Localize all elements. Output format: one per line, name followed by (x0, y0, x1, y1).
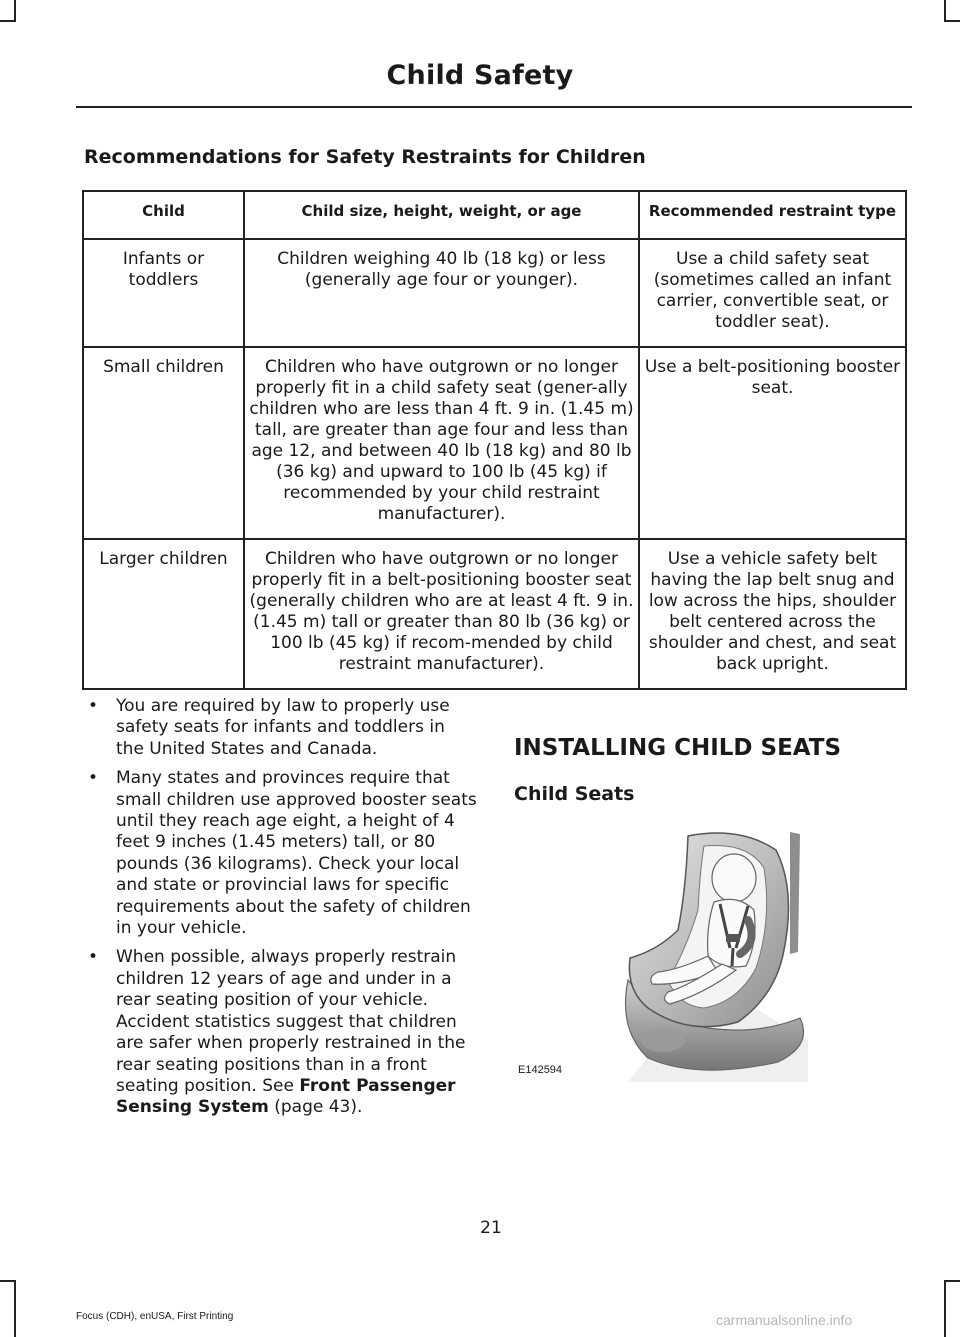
table-row (83, 539, 906, 689)
bullet-marker: • (88, 947, 99, 968)
list-item (82, 768, 477, 939)
bullet-text: Many states and provinces require that small children use approved booster seats until they reach age eight, a height of 4 feet 9 inches (1.45 meters) tall, or 80 pounds (36 kilograms). Check your local and state or provincial laws for specific requirements about the safety of children in your vehicle. (116, 768, 477, 939)
table-cell: Use a child safety seat (sometimes called an infant carrier, convertible seat, or toddler seat). (639, 239, 906, 347)
table-row (83, 239, 906, 347)
list-item (82, 947, 477, 1118)
table-cell: Infants or toddlers (83, 239, 244, 347)
bullet-marker: • (88, 696, 99, 716)
section-title: Recommendations for Safety Restraints for Children (84, 146, 646, 168)
table-cell: Small children (83, 347, 244, 539)
crop-mark (14, 0, 16, 22)
cross-reference-link[interactable]: Front Passenger Sensing System (116, 1075, 456, 1118)
column-header-restraint: Recommended restraint type (639, 191, 906, 239)
column-header-child: Child (83, 191, 244, 239)
table-cell: Children who have outgrown or no longer properly fit in a belt-positioning booster seat (generally children who are at least 4 ft. 9 in. (1.45 m) tall or greater than 80 lb (36 kg) or 100 lb (45 kg) if recom-mended by child restraint manufacturer). (244, 539, 639, 689)
figure-code: E142594 (518, 1064, 563, 1076)
installing-heading: INSTALLING CHILD SEATS (514, 735, 842, 761)
child-seat-icon (508, 830, 828, 1082)
bullet-text: You are required by law to properly use safety seats for infants and toddlers in the United States and Canada. (116, 696, 450, 759)
crop-mark (0, 20, 16, 22)
table-cell: Use a belt-positioning booster seat. (639, 347, 906, 539)
table-cell: Children weighing 40 lb (18 kg) or less (generally age four or younger). (244, 239, 639, 347)
crop-mark (14, 1280, 16, 1337)
table-row (83, 347, 906, 539)
bullet-list (82, 696, 477, 1127)
bullet-text: When possible, always properly restrain children 12 years of age and under in a rear seating position of your vehicle. Accident statistics suggest that children are safer when properly restrained in the rear seating positions than in a front seating position. See (116, 947, 466, 1096)
list-item (82, 696, 477, 760)
crop-mark (944, 1280, 960, 1282)
header-rule (76, 106, 912, 108)
page-reference: (page 43). (274, 1097, 363, 1118)
table-cell: Children who have outgrown or no longer properly fit in a child safety seat (gener-ally children who are less than 4 ft. 9 in. (1.45 m) tall, are greater than age four and less than age 12, and between 40 lb (18 kg) and 80 lb (36 kg) and upward to 100 lb (45 kg) if recommended by your child restraint manufacturer). (244, 347, 639, 539)
crop-mark (944, 0, 946, 22)
child-seat-illustration (508, 830, 828, 1082)
crop-mark (944, 20, 960, 22)
footer-text: Focus (CDH), enUSA, First Printing (76, 1311, 234, 1322)
watermark: carmanualsonline.info (716, 1312, 853, 1328)
table-cell: Use a vehicle safety belt having the lap belt snug and low across the hips, shoulder belt centered across the shoulder and chest, and seat back upright. (639, 539, 906, 689)
crop-mark (0, 1280, 16, 1282)
table-header-row (83, 191, 906, 239)
column-header-size: Child size, height, weight, or age (244, 191, 639, 239)
table-cell: Larger children (83, 539, 244, 689)
page-number: 21 (480, 1218, 502, 1238)
bullet-marker: • (88, 768, 99, 789)
child-seats-subheading: Child Seats (514, 783, 635, 805)
crop-mark (944, 1280, 946, 1337)
restraints-table (82, 190, 907, 690)
page-header-title: Child Safety (386, 60, 574, 91)
